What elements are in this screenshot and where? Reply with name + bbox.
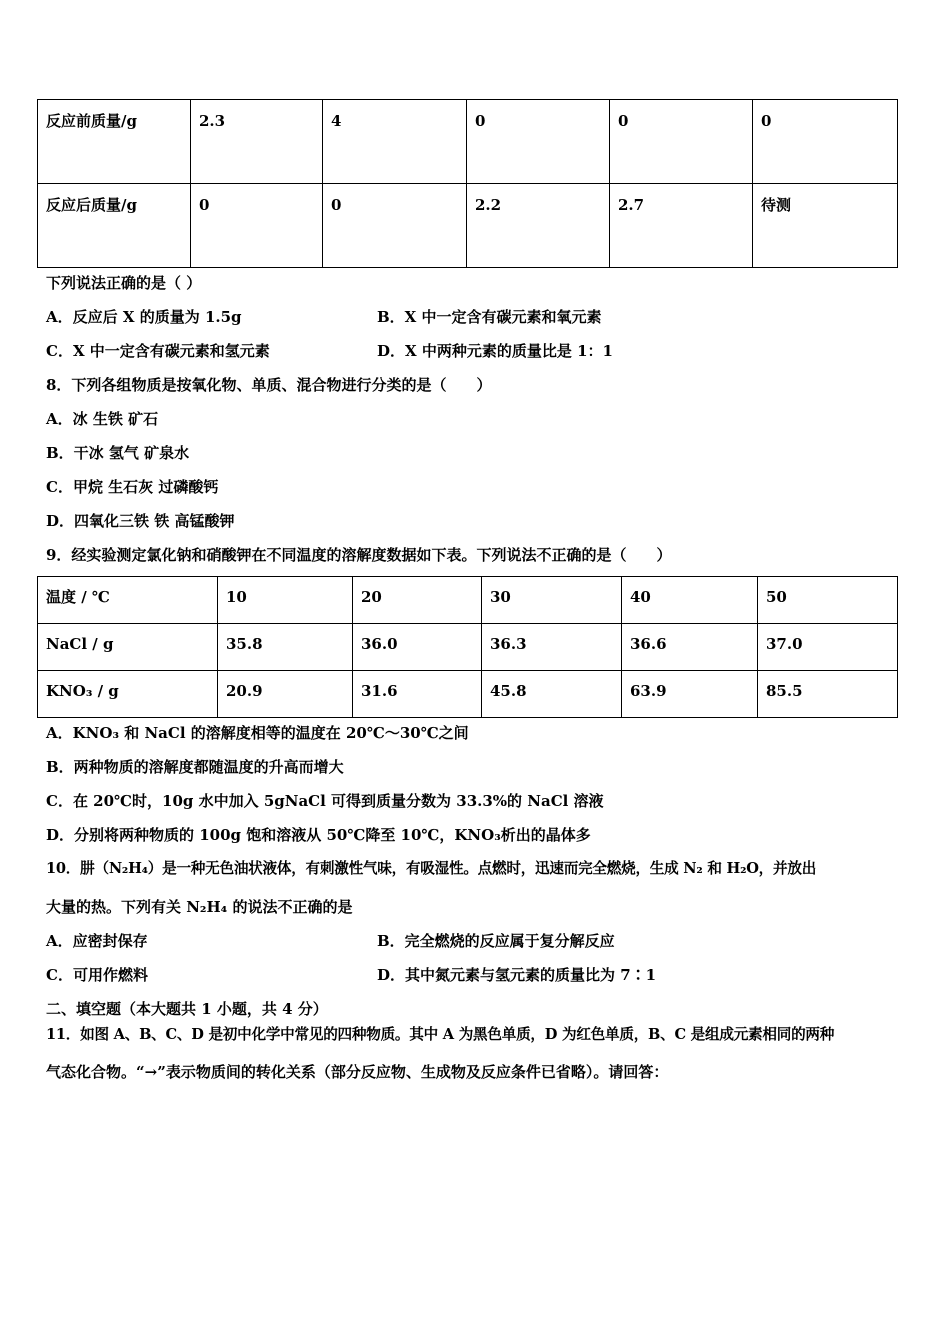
q9-option-c: C．在 20℃时，10g 水中加入 5gNaCl 可得到质量分数为 33.3%的 NaCl 溶液: [46, 792, 604, 810]
q10-option-b: B．完全燃烧的反应属于复分解反应: [377, 932, 615, 950]
table-row: [38, 577, 898, 624]
table-cell: NaCl / g: [38, 624, 218, 671]
table-cell: 30: [482, 577, 622, 624]
q8-option-a: A．冰 生铁 矿石: [46, 410, 159, 428]
q10-stem-line1: 10．肼（N₂H₄）是一种无色油状液体，有刺激性气味，有吸湿性。点燃时，迅速而完全燃烧，生成 N₂ 和 H₂O，并放出: [46, 860, 817, 877]
q7-option-d: D．X 中两种元素的质量比是 1：1: [377, 342, 613, 360]
table-row: [38, 184, 898, 268]
table-row: [38, 671, 898, 718]
q7-option-c: C．X 中一定含有碳元素和氢元素: [46, 342, 270, 360]
table-row: [38, 100, 898, 184]
section-heading: 二、填空题（本大题共 1 小题，共 4 分）: [46, 1000, 328, 1018]
table-cell: 0: [467, 100, 610, 184]
table-cell: 温度 / ℃: [38, 577, 218, 624]
table-cell: 37.0: [758, 624, 898, 671]
table-cell: 0: [191, 184, 323, 268]
table-cell: 35.8: [218, 624, 353, 671]
solubility-table: [37, 576, 898, 718]
table-cell: 0: [753, 100, 898, 184]
table-cell: 4: [323, 100, 467, 184]
q7-option-b: B．X 中一定含有碳元素和氧元素: [377, 308, 602, 326]
q9-option-a: A．KNO₃ 和 NaCl 的溶解度相等的温度在 20℃～30℃之间: [46, 724, 469, 742]
q8-stem: 8．下列各组物质是按氧化物、单质、混合物进行分类的是（ ）: [46, 376, 492, 394]
q8-option-c: C．甲烷 生石灰 过磷酸钙: [46, 478, 219, 496]
table-cell: 63.9: [622, 671, 758, 718]
q7-stem: 下列说法正确的是（ ）: [46, 274, 202, 292]
q9-option-d: D．分别将两种物质的 100g 饱和溶液从 50℃降至 10℃，KNO₃析出的晶体多: [46, 826, 591, 844]
table-cell: 2.2: [467, 184, 610, 268]
table-cell: 20: [353, 577, 482, 624]
q8-option-b: B．干冰 氢气 矿泉水: [46, 444, 190, 462]
table-cell: 50: [758, 577, 898, 624]
table-cell: 45.8: [482, 671, 622, 718]
q8-option-d: D．四氧化三铁 铁 高锰酸钾: [46, 512, 235, 530]
table-cell: 反应前质量/g: [38, 100, 191, 184]
table-cell: 36.0: [353, 624, 482, 671]
q9-stem: 9．经实验测定氯化钠和硝酸钾在不同温度的溶解度数据如下表。下列说法不正确的是（ ）: [46, 546, 672, 564]
reaction-mass-table: [37, 99, 898, 268]
table-cell: 85.5: [758, 671, 898, 718]
table-cell: 待测: [753, 184, 898, 268]
q11-stem-line2: 气态化合物。“→”表示物质间的转化关系（部分反应物、生成物及反应条件已省略）。请回答：: [46, 1063, 669, 1081]
table-cell: 20.9: [218, 671, 353, 718]
q9-option-b: B．两种物质的溶解度都随温度的升高而增大: [46, 758, 344, 776]
table-cell: 36.6: [622, 624, 758, 671]
table-cell: 31.6: [353, 671, 482, 718]
q7-option-a: A．反应后 X 的质量为 1.5g: [46, 308, 242, 326]
q10-option-c: C．可用作燃料: [46, 966, 148, 984]
table-cell: 2.3: [191, 100, 323, 184]
table-cell: 0: [323, 184, 467, 268]
table-row: [38, 624, 898, 671]
table-cell: 反应后质量/g: [38, 184, 191, 268]
table-cell: 10: [218, 577, 353, 624]
table-cell: KNO₃ / g: [38, 671, 218, 718]
table-cell: 36.3: [482, 624, 622, 671]
q10-option-a: A．应密封保存: [46, 932, 148, 950]
q11-stem-line1: 11．如图 A、B、C、D 是初中化学中常见的四种物质。其中 A 为黑色单质，D 为红色单质，B、C 是组成元素相同的两种: [46, 1026, 835, 1043]
table-cell: 40: [622, 577, 758, 624]
table-cell: 2.7: [610, 184, 753, 268]
q10-option-d: D．其中氮元素与氢元素的质量比为 7∶1: [377, 966, 657, 984]
table-cell: 0: [610, 100, 753, 184]
q10-stem-line2: 大量的热。下列有关 N₂H₄ 的说法不正确的是: [46, 898, 353, 916]
